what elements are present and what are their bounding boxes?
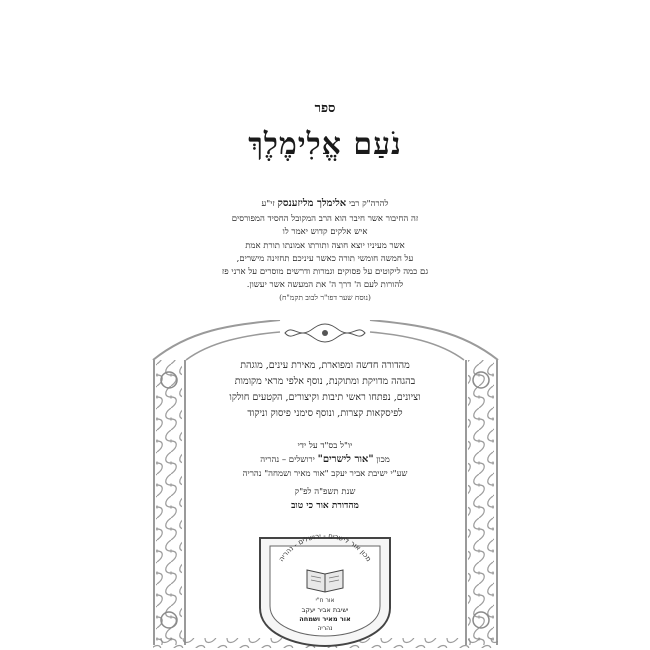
author-line-6: גם כמה ליקוטים על פסוקים וגמרות ודרשים מוסרים על ארני פז	[221, 267, 429, 277]
seal-inner-line-1: ישיבת אביר יעקב	[301, 606, 349, 614]
seal-ring-text: מכון אור לישרים - ירושלים - נהריה	[277, 531, 373, 564]
publisher-seal	[245, 518, 405, 648]
edition-line-3: וציונים, נפתחו ראשי תיבות וקיצורים, הקטעים חולקו	[229, 392, 421, 403]
author-line-2: זה החיבור אשר חיבר הוא הרב המקובל החסיד המפורסים	[231, 214, 419, 224]
source-note: (נוסח שער דפו"ר לבוב תקמ"ח)	[279, 293, 371, 302]
author-line-4: אשר מעיניו יוצא חוצה ותורתו אמונתו תורת אמת	[245, 241, 405, 251]
edition-line-1: מהדורה חדשה ומפוארת, מאירת עינים, מוגהת	[240, 360, 410, 371]
author-line-1	[175, 198, 475, 209]
author-line-7: להורות לעם ה' דרך ה' את המעשה אשר יעשון.	[246, 280, 404, 290]
publisher-cities: ירושלים – נהריה	[260, 455, 315, 465]
divider-ornament	[283, 322, 367, 344]
author-line-5: על חמשה חומשי תורה כאשר עיניכם תחזינה מישרים,	[236, 254, 414, 264]
book-title: נֹעַם אֱלִימֶלֶךְ	[248, 127, 402, 162]
sefer-label: ספר	[314, 101, 336, 116]
publication-year: שנת תשפ"ה לפ"ק	[294, 487, 356, 497]
seal-inner-line-3: נהריה	[317, 625, 333, 632]
stamp-top-text: מהדורת אור כי טוב	[291, 501, 359, 511]
author-suffix: זי"ע	[261, 199, 275, 209]
author-prefix: להרה"ק רבי	[348, 199, 389, 209]
seal-inner-line-2: אור מאיר ושמחה	[299, 615, 351, 623]
author-line-3: איש אלקים קדוש יאמר לו	[282, 227, 368, 237]
edition-line-2: בהגהה מדויקת ומתוקנת, נוסף אלפי מראי מקומות	[234, 376, 416, 387]
publisher-name: "אור לישרים"	[317, 454, 374, 465]
publisher-line-3: שע"י ישיבת אביר יעקב "אור מאיר ושמחה" נהריה	[242, 469, 408, 479]
edition-line-4: לפיסקאות קצרות, ונוסף סימני פיסוק וניקוד	[247, 408, 403, 419]
seal-book-label: אור ח"י	[315, 597, 335, 604]
publisher-prefix: מכון	[376, 455, 390, 465]
publisher-line-1: יו"ל בס"ד על ידי	[297, 441, 353, 451]
publisher-line-2	[175, 454, 475, 465]
author-name: אלימלך מליזענסק	[277, 198, 347, 209]
